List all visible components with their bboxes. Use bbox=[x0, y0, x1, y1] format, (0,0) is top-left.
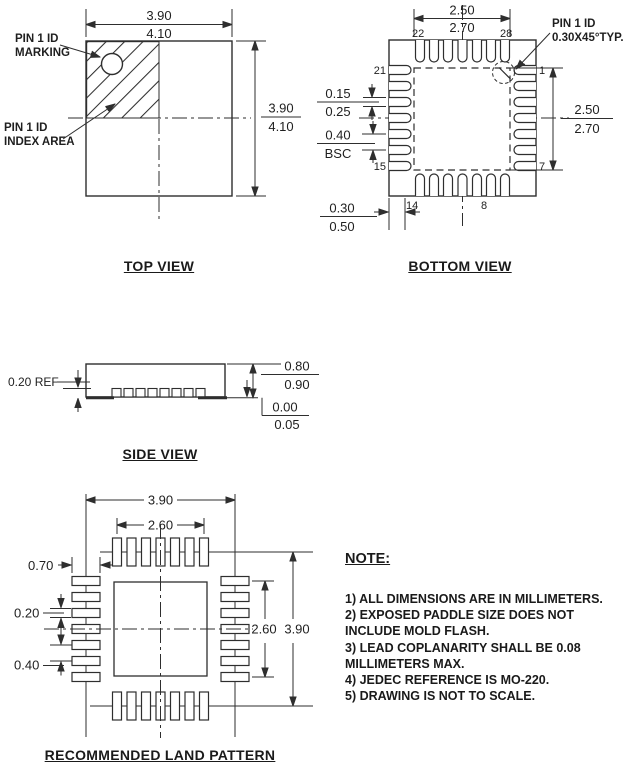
inner-height-dimension bbox=[251, 581, 276, 677]
pin1-marking-label-line1: PIN 1 ID bbox=[15, 33, 59, 45]
top-view-drawing bbox=[0, 0, 315, 285]
side-view-title: SIDE VIEW bbox=[122, 446, 198, 462]
lead-thickness-value: 0.20 REF bbox=[8, 375, 59, 389]
pad-length-dimension bbox=[28, 557, 113, 573]
inner-width-value: 2.60 bbox=[147, 517, 174, 533]
top-width-nom: 3.90 bbox=[146, 8, 172, 23]
outer-height-value: 3.90 bbox=[284, 621, 310, 637]
outer-width-value: 3.90 bbox=[147, 492, 174, 508]
pad-width-value: 0.20 bbox=[14, 605, 40, 621]
bottom-edge-leads bbox=[416, 174, 510, 196]
pin1-callout-line2: 0.30X45°TYP. bbox=[552, 32, 624, 44]
note-item-4: 4) JEDEC REFERENCE IS MO-220. bbox=[345, 673, 550, 688]
body-height-max: 0.90 bbox=[284, 377, 310, 392]
standoff-max: 0.05 bbox=[274, 417, 300, 432]
inner-height-value: 2.60 bbox=[251, 621, 277, 637]
notes-heading: NOTE: bbox=[345, 551, 391, 567]
pin1-index-label-line1: PIN 1 ID bbox=[4, 122, 48, 134]
pad-height-max: 2.70 bbox=[574, 121, 600, 136]
pad-width-max: 2.70 bbox=[449, 20, 475, 35]
standoff-min: 0.00 bbox=[272, 399, 298, 415]
note-item-2: 2) EXPOSED PADDLE SIZE DOES NOT INCLUDE MOLD FLASH. bbox=[345, 608, 574, 639]
pin-number-22: 22 bbox=[412, 28, 425, 40]
note-item-3: 3) LEAD COPLANARITY SHALL BE 0.08 MILLIMETERS MAX. bbox=[345, 640, 581, 671]
top-edge-leads bbox=[416, 40, 510, 62]
pad-pitch-dimension bbox=[14, 631, 72, 676]
lead-pitch-value: 0.40 bbox=[325, 127, 351, 143]
pad-pitch-value: 0.40 bbox=[14, 657, 40, 673]
pin1-callout-line1: PIN 1 ID bbox=[552, 18, 596, 30]
lead-width-min: 0.15 bbox=[325, 86, 351, 101]
pin-number-15: 15 bbox=[373, 161, 386, 173]
lead-length-min: 0.30 bbox=[329, 200, 355, 216]
lead-width-max: 0.25 bbox=[325, 104, 351, 119]
pad-height-min: 2.50 bbox=[574, 102, 600, 117]
land-pattern-title: RECOMMENDED LAND PATTERN bbox=[44, 747, 276, 763]
pin-number-21: 21 bbox=[373, 65, 386, 77]
top-height-nom: 3.90 bbox=[268, 100, 294, 116]
lead-pitch-note: BSC bbox=[324, 146, 352, 161]
lead-length-max: 0.50 bbox=[329, 219, 355, 234]
land-pattern-drawing bbox=[0, 470, 345, 768]
pin1-index-hatch-area bbox=[87, 42, 159, 118]
top-view-title: TOP VIEW bbox=[123, 258, 195, 274]
top-height-max: 4.10 bbox=[268, 119, 294, 134]
top-width-dimension bbox=[86, 8, 232, 41]
pin1-marking-circle bbox=[102, 54, 123, 75]
pin-number-28: 28 bbox=[500, 28, 513, 40]
pad-length-value: 0.70 bbox=[28, 558, 54, 573]
note-item-5: 5) DRAWING IS NOT TO SCALE. bbox=[345, 689, 536, 704]
pin-number-1: 1 bbox=[539, 65, 546, 77]
left-edge-leads bbox=[389, 66, 411, 171]
notes-block bbox=[345, 551, 631, 704]
bottom-view-title: BOTTOM VIEW bbox=[408, 258, 512, 274]
pin-number-8: 8 bbox=[480, 200, 488, 212]
side-view-drawing bbox=[0, 330, 340, 450]
bottom-view-drawing bbox=[315, 0, 631, 240]
note-item-1: 1) ALL DIMENSIONS ARE IN MILLIMETERS. bbox=[345, 592, 603, 606]
body-height-min: 0.80 bbox=[284, 358, 310, 374]
pin-number-14: 14 bbox=[406, 200, 419, 212]
outer-width-dimension bbox=[86, 493, 235, 508]
lead-width-dimension bbox=[317, 84, 386, 120]
pin1-index-label-line2: INDEX AREA bbox=[4, 136, 75, 148]
lead-pitch-dimension bbox=[317, 121, 386, 163]
pad-width-dimension bbox=[14, 594, 71, 632]
pin1-marking-label-line2: MARKING bbox=[15, 47, 70, 59]
pad-width-min: 2.50 bbox=[449, 2, 475, 18]
outer-height-dimension bbox=[284, 552, 309, 706]
lead-thickness-dimension bbox=[8, 370, 91, 412]
lead-length-dimension bbox=[320, 198, 420, 234]
top-width-max: 4.10 bbox=[146, 26, 172, 41]
pad-width-dimension bbox=[414, 2, 513, 40]
pin-number-7: 7 bbox=[539, 161, 546, 173]
body-height-dimension bbox=[227, 359, 319, 398]
right-edge-leads bbox=[514, 66, 536, 171]
